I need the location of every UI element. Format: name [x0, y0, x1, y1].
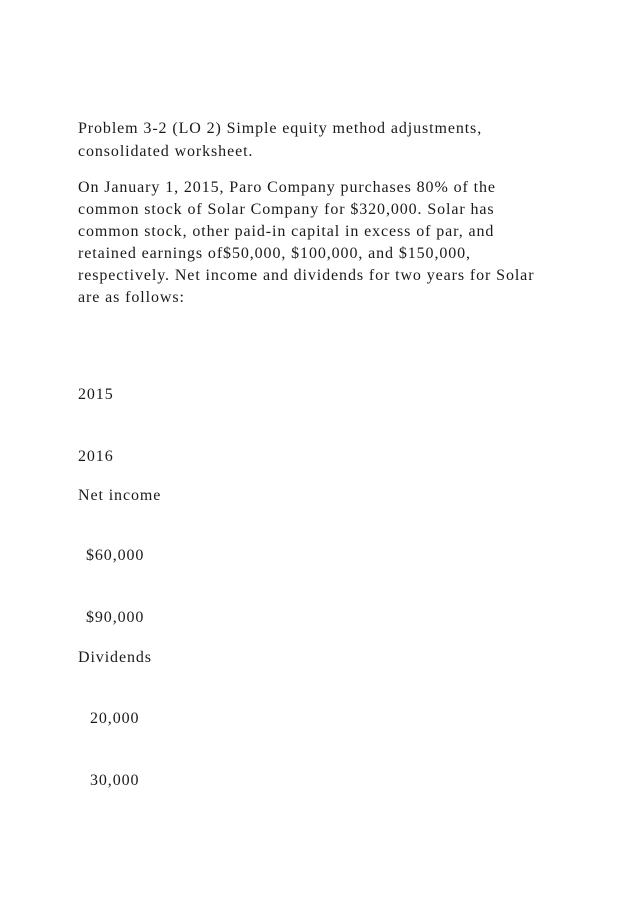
table-cell-value: $90,000 — [86, 609, 145, 626]
table-cell-value: 20,000 — [90, 710, 140, 727]
problem-title-line-1: Problem 3-2 (LO 2) Simple equity method adjustments, — [78, 120, 483, 137]
problem-title-line-2: consolidated worksheet. — [78, 143, 254, 160]
table-year-header: 2015 — [78, 386, 114, 403]
table-cell-value: $60,000 — [86, 547, 145, 564]
table-year-header: 2016 — [78, 448, 114, 465]
problem-body-line-1: On January 1, 2015, Paro Company purchases 80% of the — [78, 179, 496, 196]
problem-body-line-4: retained earnings of$50,000, $100,000, and $150,000, — [78, 245, 471, 262]
problem-body-line-2: common stock of Solar Company for $320,000. Solar has — [78, 201, 495, 218]
problem-body-line-3: common stock, other paid-in capital in excess of par, and — [78, 223, 495, 240]
table-row-label-net-income: Net income — [78, 487, 162, 504]
table-cell-value: 30,000 — [90, 772, 140, 789]
table-row-label-dividends: Dividends — [78, 649, 152, 666]
problem-body-line-5: respectively. Net income and dividends for two years for Solar — [78, 267, 535, 284]
problem-body-line-6: are as follows: — [78, 289, 185, 306]
